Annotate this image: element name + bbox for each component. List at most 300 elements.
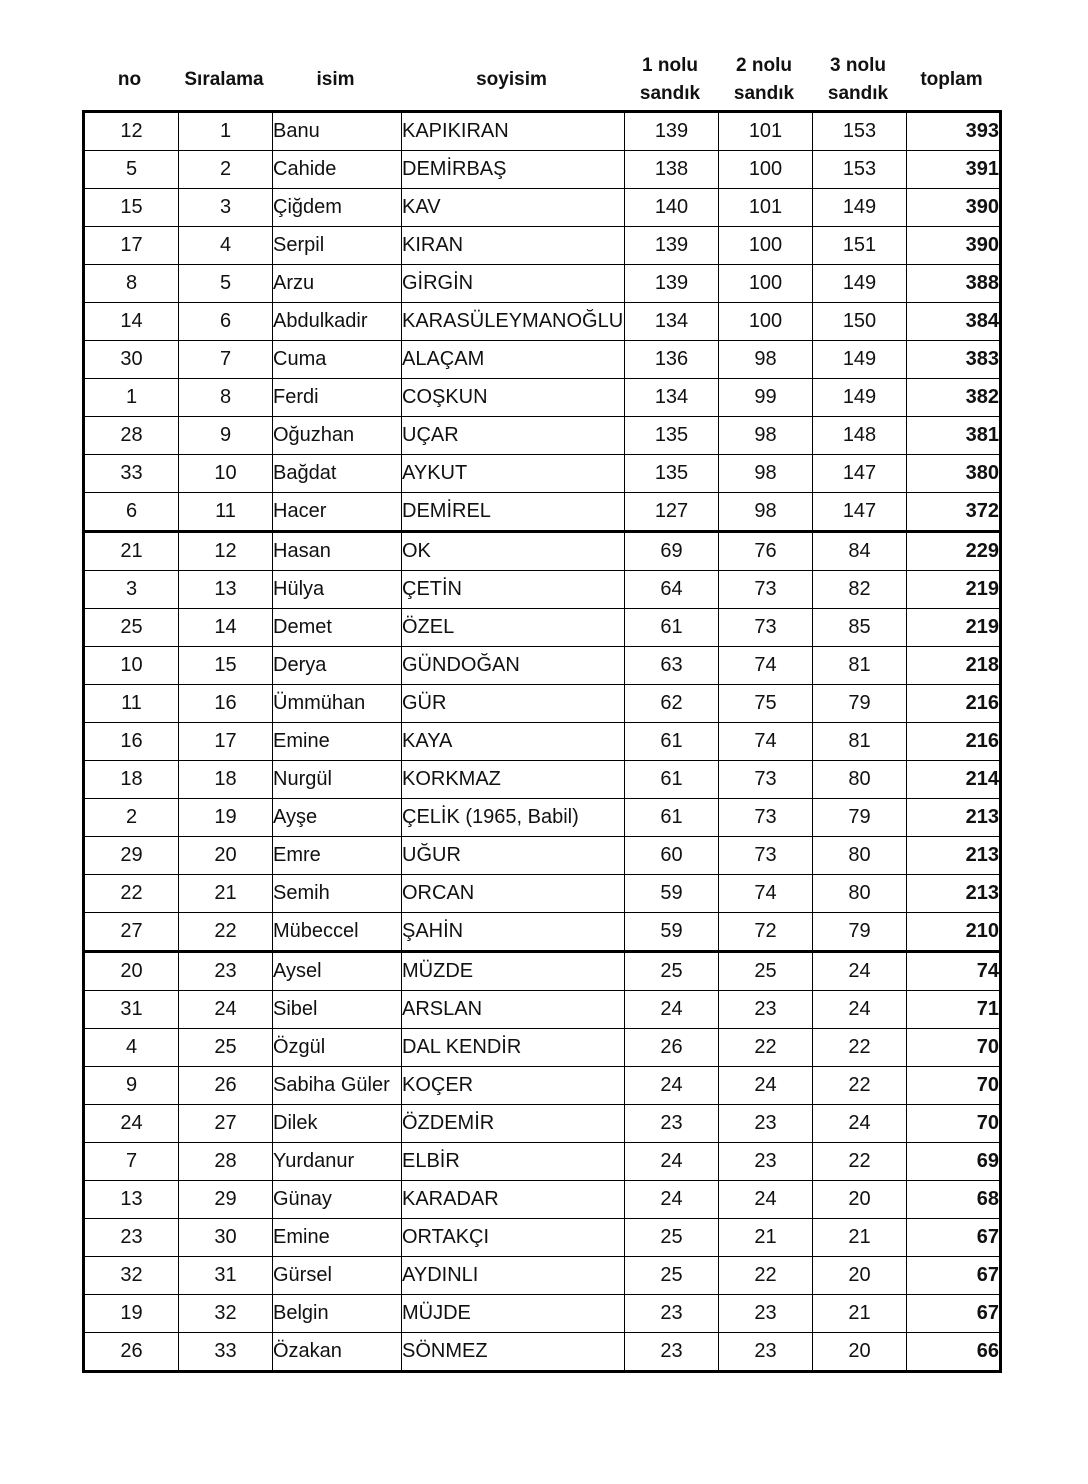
cell-rank: 10 [179,455,273,493]
cell-last-name: ÖZEL [402,609,625,647]
cell-last-name: KOÇER [402,1067,625,1105]
cell-total: 70 [907,1029,1001,1067]
cell-box3: 151 [813,227,907,265]
cell-last-name: KARASÜLEYMANOĞLU [402,303,625,341]
cell-last-name: DAL KENDİR [402,1029,625,1067]
cell-last-name: KAYA [402,723,625,761]
cell-last-name: KAV [402,189,625,227]
cell-box2: 23 [719,991,813,1029]
table-header [82,50,999,110]
cell-no: 9 [84,1067,179,1105]
cell-total: 216 [907,685,1001,723]
header-last-name: soyisim [476,69,547,90]
cell-box1: 61 [625,799,719,837]
cell-total: 393 [907,112,1001,151]
cell-total: 372 [907,493,1001,532]
cell-no: 12 [84,112,179,151]
cell-box1: 138 [625,151,719,189]
cell-first-name: Demet [273,609,402,647]
cell-box1: 24 [625,1067,719,1105]
cell-box1: 59 [625,913,719,952]
header-first-name: isim [316,69,355,90]
cell-box2: 23 [719,1295,813,1333]
cell-rank: 23 [179,952,273,991]
cell-total: 216 [907,723,1001,761]
header-box3: 3 nolu sandık [827,55,889,104]
cell-box3: 149 [813,341,907,379]
cell-last-name: ŞAHİN [402,913,625,952]
cell-last-name: MÜZDE [402,952,625,991]
cell-rank: 30 [179,1219,273,1257]
cell-rank: 4 [179,227,273,265]
cell-box1: 135 [625,417,719,455]
cell-total: 391 [907,151,1001,189]
cell-box2: 100 [719,227,813,265]
table-row [84,227,1001,265]
cell-rank: 5 [179,265,273,303]
cell-no: 28 [84,417,179,455]
cell-total: 218 [907,647,1001,685]
cell-rank: 7 [179,341,273,379]
cell-rank: 1 [179,112,273,151]
table-row [84,723,1001,761]
cell-total: 71 [907,991,1001,1029]
cell-last-name: COŞKUN [402,379,625,417]
cell-last-name: DEMİRBAŞ [402,151,625,189]
table-row [84,875,1001,913]
table-row [84,379,1001,417]
cell-no: 5 [84,151,179,189]
cell-last-name: SÖNMEZ [402,1333,625,1372]
cell-first-name: Oğuzhan [273,417,402,455]
cell-rank: 31 [179,1257,273,1295]
cell-total: 390 [907,189,1001,227]
cell-first-name: Derya [273,647,402,685]
cell-box3: 79 [813,913,907,952]
cell-box1: 63 [625,647,719,685]
cell-box1: 60 [625,837,719,875]
cell-box2: 23 [719,1105,813,1143]
table-row [84,1257,1001,1295]
cell-rank: 14 [179,609,273,647]
results-document [82,50,999,1373]
cell-first-name: Çiğdem [273,189,402,227]
cell-box3: 24 [813,991,907,1029]
cell-last-name: ORTAKÇI [402,1219,625,1257]
cell-no: 11 [84,685,179,723]
cell-first-name: Yurdanur [273,1143,402,1181]
cell-first-name: Hacer [273,493,402,532]
cell-box1: 26 [625,1029,719,1067]
cell-total: 213 [907,837,1001,875]
cell-box1: 25 [625,1257,719,1295]
cell-box1: 64 [625,571,719,609]
header-no: no [117,69,142,90]
cell-box2: 74 [719,875,813,913]
cell-first-name: Günay [273,1181,402,1219]
cell-rank: 24 [179,991,273,1029]
cell-box2: 98 [719,455,813,493]
cell-rank: 6 [179,303,273,341]
cell-total: 66 [907,1333,1001,1372]
header-rank: Sıralama [184,69,264,90]
cell-no: 2 [84,799,179,837]
table-row [84,189,1001,227]
table-row [84,1105,1001,1143]
cell-rank: 8 [179,379,273,417]
cell-box3: 80 [813,837,907,875]
cell-total: 383 [907,341,1001,379]
cell-box1: 127 [625,493,719,532]
cell-total: 388 [907,265,1001,303]
cell-box2: 72 [719,913,813,952]
cell-total: 74 [907,952,1001,991]
cell-total: 382 [907,379,1001,417]
cell-box2: 22 [719,1029,813,1067]
cell-box2: 73 [719,799,813,837]
cell-total: 67 [907,1257,1001,1295]
cell-no: 10 [84,647,179,685]
cell-last-name: GİRGİN [402,265,625,303]
cell-first-name: Mübeccel [273,913,402,952]
cell-last-name: OK [402,532,625,571]
cell-no: 32 [84,1257,179,1295]
cell-no: 16 [84,723,179,761]
cell-box3: 147 [813,455,907,493]
cell-total: 70 [907,1067,1001,1105]
cell-no: 18 [84,761,179,799]
cell-no: 19 [84,1295,179,1333]
cell-box2: 99 [719,379,813,417]
table-row [84,1029,1001,1067]
cell-first-name: Gürsel [273,1257,402,1295]
cell-rank: 13 [179,571,273,609]
cell-first-name: Emre [273,837,402,875]
cell-box1: 140 [625,189,719,227]
cell-box3: 21 [813,1219,907,1257]
cell-box1: 139 [625,265,719,303]
cell-box2: 24 [719,1181,813,1219]
cell-box2: 21 [719,1219,813,1257]
cell-no: 22 [84,875,179,913]
cell-box1: 24 [625,1143,719,1181]
cell-box1: 61 [625,609,719,647]
cell-rank: 28 [179,1143,273,1181]
cell-rank: 11 [179,493,273,532]
cell-first-name: Arzu [273,265,402,303]
cell-rank: 18 [179,761,273,799]
cell-box2: 73 [719,571,813,609]
table-row [84,417,1001,455]
cell-total: 380 [907,455,1001,493]
cell-box2: 98 [719,341,813,379]
cell-box3: 79 [813,799,907,837]
cell-no: 1 [84,379,179,417]
cell-last-name: AYDINLI [402,1257,625,1295]
cell-box2: 25 [719,952,813,991]
cell-box3: 22 [813,1143,907,1181]
cell-last-name: UÇAR [402,417,625,455]
cell-last-name: DEMİREL [402,493,625,532]
table-row [84,991,1001,1029]
cell-total: 384 [907,303,1001,341]
cell-box3: 81 [813,647,907,685]
cell-box2: 75 [719,685,813,723]
cell-total: 214 [907,761,1001,799]
cell-first-name: Özgül [273,1029,402,1067]
cell-box2: 74 [719,723,813,761]
cell-rank: 15 [179,647,273,685]
cell-box2: 76 [719,532,813,571]
cell-box3: 85 [813,609,907,647]
table-row [84,609,1001,647]
cell-first-name: Sabiha Güler [273,1067,402,1105]
cell-total: 229 [907,532,1001,571]
cell-box3: 21 [813,1295,907,1333]
cell-box1: 139 [625,227,719,265]
cell-box1: 135 [625,455,719,493]
cell-rank: 20 [179,837,273,875]
cell-first-name: Serpil [273,227,402,265]
cell-box2: 100 [719,265,813,303]
cell-rank: 19 [179,799,273,837]
cell-rank: 25 [179,1029,273,1067]
cell-box2: 73 [719,761,813,799]
cell-no: 33 [84,455,179,493]
cell-box2: 101 [719,112,813,151]
cell-rank: 21 [179,875,273,913]
cell-box3: 148 [813,417,907,455]
cell-first-name: Ümmühan [273,685,402,723]
cell-last-name: ÇELİK (1965, Babil) [402,799,625,837]
cell-last-name: ÖZDEMİR [402,1105,625,1143]
results-table-body [84,112,1001,1372]
cell-box1: 23 [625,1295,719,1333]
cell-no: 6 [84,493,179,532]
cell-last-name: GÜNDOĞAN [402,647,625,685]
cell-first-name: Dilek [273,1105,402,1143]
table-row [84,493,1001,532]
cell-box3: 150 [813,303,907,341]
cell-no: 30 [84,341,179,379]
cell-box1: 139 [625,112,719,151]
cell-box1: 24 [625,991,719,1029]
cell-box1: 25 [625,1219,719,1257]
table-row [84,112,1001,151]
cell-box3: 153 [813,112,907,151]
table-row [84,685,1001,723]
cell-no: 13 [84,1181,179,1219]
cell-box2: 101 [719,189,813,227]
cell-rank: 9 [179,417,273,455]
cell-last-name: AYKUT [402,455,625,493]
table-row [84,151,1001,189]
cell-first-name: Özakan [273,1333,402,1372]
cell-first-name: Abdulkadir [273,303,402,341]
cell-total: 381 [907,417,1001,455]
cell-box3: 20 [813,1181,907,1219]
cell-total: 68 [907,1181,1001,1219]
cell-box1: 62 [625,685,719,723]
cell-box2: 98 [719,417,813,455]
cell-total: 213 [907,875,1001,913]
header-box1: 1 nolu sandık [639,55,701,104]
cell-box3: 22 [813,1067,907,1105]
cell-box3: 81 [813,723,907,761]
table-row [84,455,1001,493]
cell-last-name: KAPIKIRAN [402,112,625,151]
cell-rank: 3 [179,189,273,227]
cell-no: 8 [84,265,179,303]
cell-no: 14 [84,303,179,341]
cell-rank: 16 [179,685,273,723]
table-row [84,837,1001,875]
cell-last-name: KORKMAZ [402,761,625,799]
cell-first-name: Hülya [273,571,402,609]
cell-no: 26 [84,1333,179,1372]
cell-first-name: Sibel [273,991,402,1029]
cell-box1: 61 [625,723,719,761]
cell-last-name: KIRAN [402,227,625,265]
table-row [84,913,1001,952]
cell-last-name: UĞUR [402,837,625,875]
table-row [84,532,1001,571]
cell-rank: 27 [179,1105,273,1143]
cell-first-name: Emine [273,723,402,761]
cell-last-name: MÜJDE [402,1295,625,1333]
cell-no: 23 [84,1219,179,1257]
cell-box3: 20 [813,1333,907,1372]
cell-rank: 32 [179,1295,273,1333]
cell-box3: 79 [813,685,907,723]
cell-first-name: Aysel [273,952,402,991]
cell-total: 219 [907,609,1001,647]
table-row [84,341,1001,379]
cell-first-name: Ferdi [273,379,402,417]
cell-first-name: Bağdat [273,455,402,493]
cell-total: 210 [907,913,1001,952]
cell-no: 17 [84,227,179,265]
table-row [84,761,1001,799]
header-box2: 2 nolu sandık [733,55,795,104]
cell-no: 21 [84,532,179,571]
cell-no: 3 [84,571,179,609]
cell-rank: 29 [179,1181,273,1219]
table-row [84,571,1001,609]
cell-rank: 17 [179,723,273,761]
cell-first-name: Belgin [273,1295,402,1333]
cell-box2: 22 [719,1257,813,1295]
results-table [82,110,1002,1373]
cell-box2: 100 [719,151,813,189]
cell-box2: 23 [719,1333,813,1372]
cell-box3: 82 [813,571,907,609]
cell-box2: 100 [719,303,813,341]
cell-box1: 24 [625,1181,719,1219]
table-row [84,1143,1001,1181]
cell-no: 29 [84,837,179,875]
cell-total: 67 [907,1295,1001,1333]
cell-box3: 80 [813,761,907,799]
cell-box3: 20 [813,1257,907,1295]
cell-box2: 98 [719,493,813,532]
cell-box2: 73 [719,837,813,875]
cell-first-name: Emine [273,1219,402,1257]
cell-last-name: ELBİR [402,1143,625,1181]
cell-rank: 2 [179,151,273,189]
cell-total: 219 [907,571,1001,609]
cell-box1: 23 [625,1105,719,1143]
cell-last-name: KARADAR [402,1181,625,1219]
cell-total: 213 [907,799,1001,837]
cell-box3: 80 [813,875,907,913]
cell-box3: 84 [813,532,907,571]
cell-first-name: Hasan [273,532,402,571]
cell-rank: 12 [179,532,273,571]
cell-box3: 149 [813,379,907,417]
cell-first-name: Semih [273,875,402,913]
cell-no: 25 [84,609,179,647]
cell-rank: 33 [179,1333,273,1372]
cell-box3: 147 [813,493,907,532]
cell-no: 27 [84,913,179,952]
cell-first-name: Ayşe [273,799,402,837]
cell-box1: 69 [625,532,719,571]
cell-box3: 24 [813,952,907,991]
cell-no: 31 [84,991,179,1029]
cell-last-name: ALAÇAM [402,341,625,379]
cell-box1: 25 [625,952,719,991]
table-row [84,1067,1001,1105]
cell-box1: 61 [625,761,719,799]
cell-box1: 134 [625,379,719,417]
cell-box1: 23 [625,1333,719,1372]
table-row [84,952,1001,991]
table-row [84,1295,1001,1333]
cell-last-name: ORCAN [402,875,625,913]
cell-first-name: Nurgül [273,761,402,799]
cell-no: 15 [84,189,179,227]
table-row [84,303,1001,341]
cell-box3: 24 [813,1105,907,1143]
cell-no: 20 [84,952,179,991]
cell-total: 69 [907,1143,1001,1181]
cell-box2: 24 [719,1067,813,1105]
cell-rank: 26 [179,1067,273,1105]
table-row [84,1181,1001,1219]
cell-first-name: Cuma [273,341,402,379]
cell-box1: 59 [625,875,719,913]
cell-box3: 153 [813,151,907,189]
cell-box3: 149 [813,189,907,227]
table-row [84,1333,1001,1372]
cell-rank: 22 [179,913,273,952]
cell-last-name: GÜR [402,685,625,723]
cell-last-name: ÇETİN [402,571,625,609]
table-row [84,265,1001,303]
cell-no: 7 [84,1143,179,1181]
cell-no: 24 [84,1105,179,1143]
header-total: toplam [920,69,983,90]
cell-first-name: Banu [273,112,402,151]
cell-box2: 74 [719,647,813,685]
cell-box1: 134 [625,303,719,341]
table-row [84,1219,1001,1257]
cell-box2: 73 [719,609,813,647]
cell-box3: 149 [813,265,907,303]
cell-box3: 22 [813,1029,907,1067]
cell-last-name: ARSLAN [402,991,625,1029]
